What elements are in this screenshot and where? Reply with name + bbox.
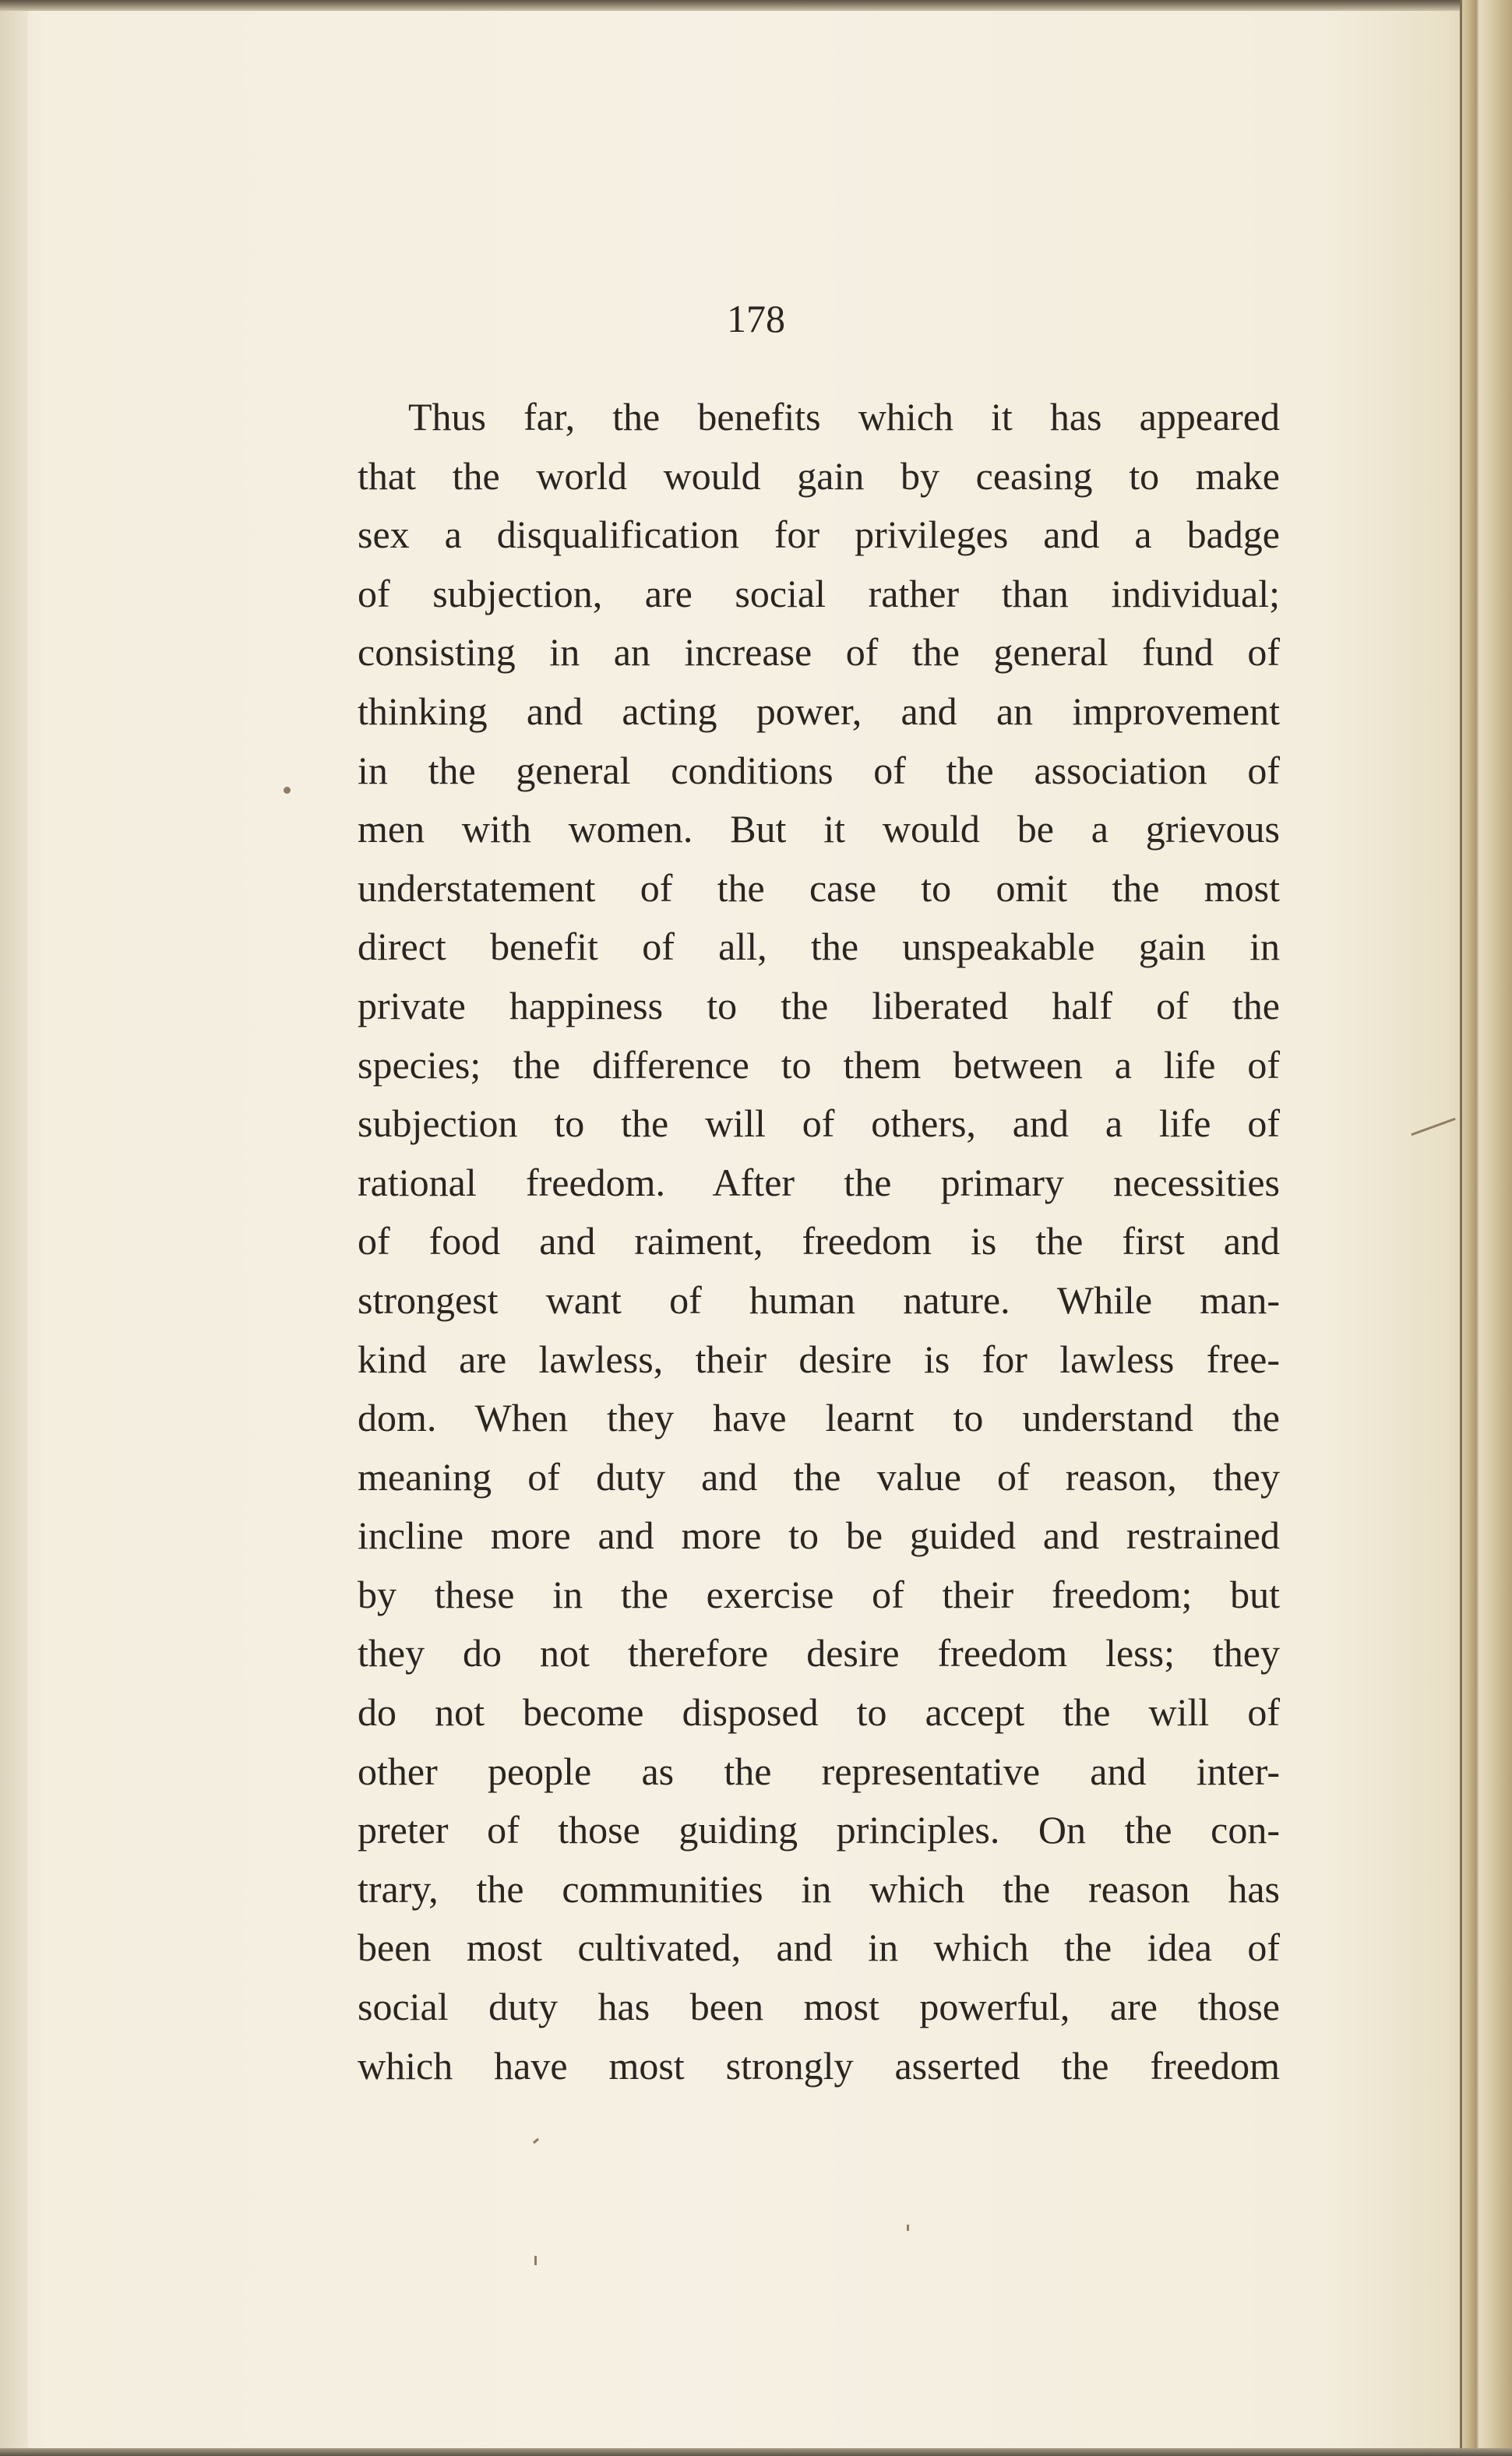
text-line: species; the difference to them between a life of <box>358 1042 1280 1087</box>
body-text <box>358 388 1280 2095</box>
page-gutter-shadow <box>0 0 28 2456</box>
text-line: social duty has been most powerful, are those <box>358 1985 1280 2029</box>
page-top-edge <box>0 0 1512 11</box>
text-line: direct benefit of all, the unspeakable gain in <box>358 925 1280 969</box>
text-line: rational freedom. After the primary necessities <box>358 1160 1280 1204</box>
text-line: of food and raiment, freedom is the first and <box>358 1219 1280 1263</box>
text-line: consisting in an increase of the general fund of <box>358 630 1280 675</box>
page-fore-edge <box>1461 0 1512 2456</box>
text-line: men with women. But it would be a grievous <box>358 807 1280 851</box>
text-line: that the world would gain by ceasing to make <box>358 453 1280 498</box>
page-number: 178 <box>727 297 785 340</box>
text-line: private happiness to the liberated half of the <box>358 983 1280 1027</box>
paper-speck <box>284 787 291 794</box>
text-line: subjection to the will of others, and a life of <box>358 1101 1280 1146</box>
text-line: by these in the exercise of their freedom; but <box>358 1572 1280 1616</box>
text-line: been most cultivated, and in which the idea of <box>358 1926 1280 1970</box>
text-line: trary, the communities in which the reason has <box>358 1866 1280 1911</box>
paper-speck <box>1411 1118 1455 1136</box>
page-edge-line <box>1460 0 1462 2456</box>
text-line: sex a disqualification for privileges and a badge <box>358 513 1280 557</box>
text-line: in the general conditions of the association of <box>358 748 1280 792</box>
text-line: kind are lawless, their desire is for lawless free- <box>358 1337 1280 1381</box>
text-line: strongest want of human nature. While man- <box>358 1277 1280 1322</box>
text-line: meaning of duty and the value of reason, they <box>358 1454 1280 1499</box>
paper-speck <box>533 2138 539 2144</box>
text-line: understatement of the case to omit the most <box>358 865 1280 910</box>
page-bottom-edge <box>0 2448 1512 2456</box>
text-line: preter of those guiding principles. On the con- <box>358 1808 1280 1852</box>
text-line: do not become disposed to accept the will of <box>358 1690 1280 1735</box>
text-line: incline more and more to be guided and restrained <box>358 1513 1280 1558</box>
text-line: of subjection, are social rather than individual; <box>358 571 1280 615</box>
text-line: they do not therefore desire freedom less; they <box>358 1631 1280 1676</box>
text-line: other people as the representative and inter- <box>358 1749 1280 1793</box>
text-line: which have most strongly asserted the freedom <box>358 2043 1280 2088</box>
text-line: dom. When they have learnt to understand the <box>358 1396 1280 1440</box>
text-line: thinking and acting power, and an improvement <box>358 689 1280 733</box>
paper-speck <box>534 2256 537 2265</box>
text-line: Thus far, the benefits which it has appeared <box>408 395 1280 439</box>
paper-speck <box>907 2225 909 2231</box>
